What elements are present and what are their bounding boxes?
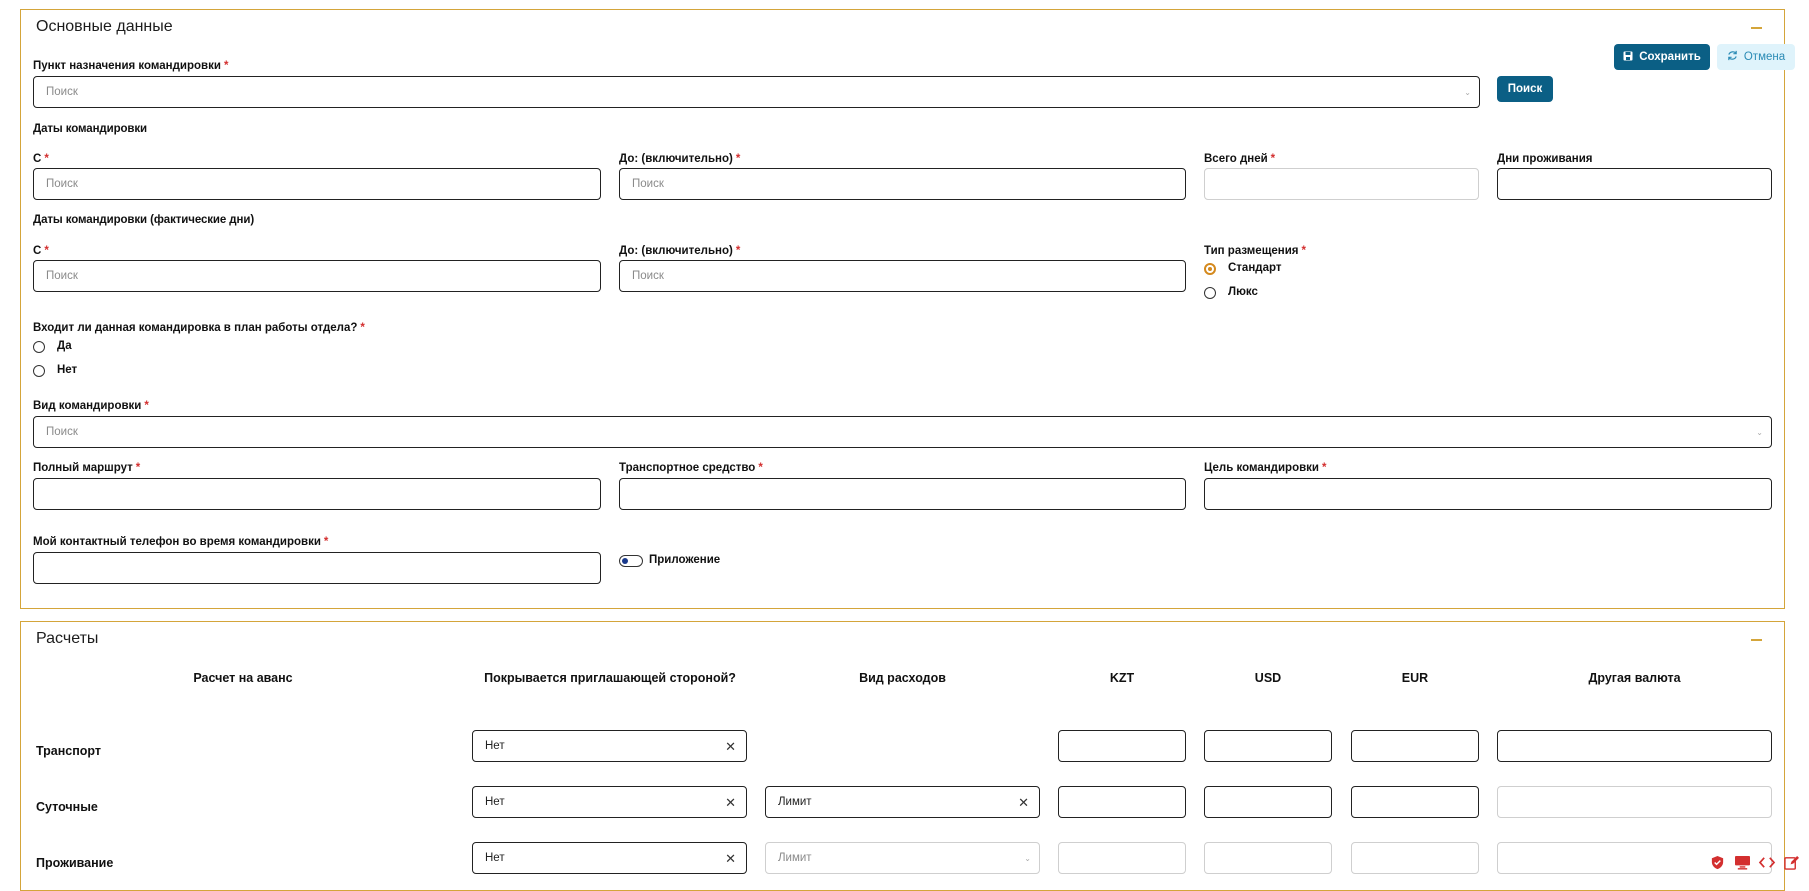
work-plan-label: Входит ли данная командировка в план работы отдела? *: [33, 322, 365, 334]
shield-icon[interactable]: [1710, 855, 1725, 873]
work-plan-yes-radio[interactable]: [33, 341, 45, 353]
actual-from-placeholder: Поиск: [46, 270, 78, 282]
per-diem-expense-value: Лимит: [778, 796, 812, 808]
total-days-input: [1204, 168, 1479, 200]
col-header-usd: USD: [1254, 671, 1282, 685]
col-header-kzt: KZT: [1109, 671, 1135, 685]
clear-icon[interactable]: ✕: [725, 851, 736, 866]
route-input[interactable]: [33, 478, 601, 510]
phone-label: Мой контактный телефон во время командировки *: [33, 536, 329, 548]
attachment-label: Приложение: [649, 554, 721, 566]
per-diem-other-input: [1497, 786, 1772, 818]
vehicle-input[interactable]: [619, 478, 1186, 510]
accommodation-covered-value: Нет: [485, 852, 505, 864]
chevron-down-icon: ⌄: [1464, 88, 1471, 97]
destination-search-button[interactable]: [1497, 76, 1553, 102]
per-diem-kzt-input[interactable]: [1058, 786, 1186, 818]
per-diem-expense-select[interactable]: [765, 786, 1040, 818]
transport-kzt-input[interactable]: [1058, 730, 1186, 762]
dates-heading: Даты командировки: [33, 123, 148, 135]
date-to-label: До: (включительно) *: [619, 153, 741, 165]
work-plan-no-radio[interactable]: [33, 365, 45, 377]
monitor-icon[interactable]: [1734, 855, 1751, 873]
collapse-main-panel-icon[interactable]: [1751, 27, 1762, 29]
trip-type-placeholder: Поиск: [46, 426, 78, 438]
actual-dates-heading: Даты командировки (фактические дни): [33, 214, 255, 226]
main-panel-title: Основные данные: [36, 18, 173, 35]
phone-input[interactable]: [33, 552, 601, 584]
purpose-label: Цель командировки *: [1204, 462, 1327, 474]
accommodation-lux-radio[interactable]: [1204, 287, 1216, 299]
row-label-accommodation: Проживание: [36, 856, 114, 870]
vehicle-label: Транспортное средство *: [619, 462, 763, 474]
accommodation-lux-label: Люкс: [1228, 286, 1258, 298]
actual-from-input[interactable]: [33, 260, 601, 292]
calc-panel-title: Расчеты: [36, 630, 99, 647]
cancel-label: Отмена: [1743, 51, 1786, 63]
transport-usd-input[interactable]: [1204, 730, 1332, 762]
purpose-input[interactable]: [1204, 478, 1772, 510]
save-button[interactable]: [1614, 44, 1710, 70]
clear-icon[interactable]: ✕: [1018, 795, 1029, 810]
accommodation-kzt-input: [1058, 842, 1186, 874]
col-header-advance: Расчет на аванс: [193, 671, 293, 685]
cancel-button[interactable]: [1717, 44, 1795, 70]
transport-eur-input[interactable]: [1351, 730, 1479, 762]
work-plan-no-label: Нет: [57, 364, 78, 376]
actual-to-placeholder: Поиск: [632, 270, 664, 282]
accommodation-standard-label: Стандарт: [1228, 262, 1282, 274]
trip-type-label: Вид командировки *: [33, 400, 149, 412]
chevron-down-icon: ⌄: [1756, 428, 1763, 437]
save-label: Сохранить: [1639, 51, 1701, 63]
per-diem-covered-select[interactable]: [472, 786, 747, 818]
date-from-placeholder: Поиск: [46, 178, 78, 190]
actual-to-label: До: (включительно) *: [619, 245, 741, 257]
chevron-down-icon: ⌄: [1024, 854, 1031, 863]
col-header-covered: Покрывается приглашающей стороной?: [484, 671, 736, 685]
actual-to-input[interactable]: [619, 260, 1186, 292]
living-days-label: Дни проживания: [1497, 153, 1593, 165]
col-header-other-currency: Другая валюта: [1588, 671, 1681, 685]
work-plan-yes-label: Да: [57, 340, 72, 352]
destination-select[interactable]: [33, 76, 1480, 108]
accommodation-standard-radio[interactable]: [1204, 263, 1216, 275]
save-icon: [1623, 51, 1633, 64]
collapse-calc-panel-icon[interactable]: [1751, 639, 1762, 641]
per-diem-covered-value: Нет: [485, 796, 505, 808]
accommodation-covered-select[interactable]: [472, 842, 747, 874]
accommodation-usd-input: [1204, 842, 1332, 874]
date-from-label: С *: [33, 153, 49, 165]
trip-type-select[interactable]: [33, 416, 1772, 448]
transport-covered-select[interactable]: [472, 730, 747, 762]
accommodation-other-input: [1497, 842, 1772, 874]
edit-icon[interactable]: [1784, 855, 1799, 873]
row-label-transport: Транспорт: [36, 744, 102, 758]
refresh-icon: [1727, 50, 1738, 64]
clear-icon[interactable]: ✕: [725, 739, 736, 754]
total-days-label: Всего дней *: [1204, 153, 1276, 165]
destination-placeholder: Поиск: [46, 86, 78, 98]
accommodation-label: Тип размещения *: [1204, 245, 1306, 257]
route-label: Полный маршрут *: [33, 462, 141, 474]
date-from-input[interactable]: [33, 168, 601, 200]
row-label-per-diem: Суточные: [36, 800, 98, 814]
living-days-input[interactable]: [1497, 168, 1772, 200]
accommodation-expense-value: Лимит: [778, 852, 812, 864]
clear-icon[interactable]: ✕: [725, 795, 736, 810]
transport-other-input[interactable]: [1497, 730, 1772, 762]
actual-from-label: С *: [33, 245, 49, 257]
transport-covered-value: Нет: [485, 740, 505, 752]
date-to-placeholder: Поиск: [632, 178, 664, 190]
date-to-input[interactable]: [619, 168, 1186, 200]
attachment-toggle[interactable]: [619, 555, 643, 567]
col-header-eur: EUR: [1401, 671, 1429, 685]
destination-label: Пункт назначения командировки *: [33, 60, 229, 72]
per-diem-usd-input[interactable]: [1204, 786, 1332, 818]
destination-search-label: Поиск: [1507, 83, 1543, 95]
code-icon[interactable]: [1758, 855, 1776, 873]
per-diem-eur-input[interactable]: [1351, 786, 1479, 818]
col-header-expense-type: Вид расходов: [859, 671, 946, 685]
accommodation-expense-select: [765, 842, 1040, 874]
accommodation-eur-input: [1351, 842, 1479, 874]
